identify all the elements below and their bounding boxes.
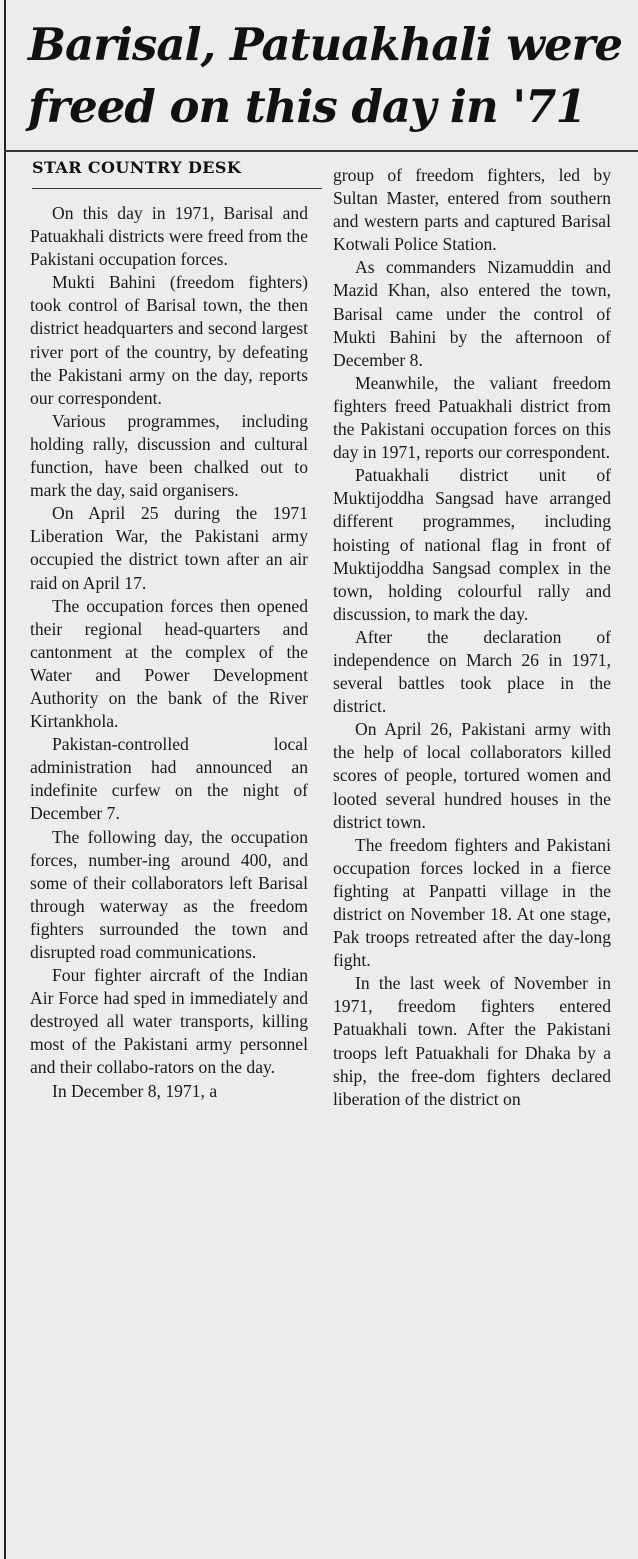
- paragraph-continued: group of freedom fighters, led by Sultan Master, entered from southern and western parts and captured Barisal Kotwali Police Station.: [333, 165, 611, 255]
- paragraph: Mukti Bahini (freedom fighters) took control of Barisal town, the then district headquarters and second largest river port of the country, by defeating the Pakistani army on the day, reports our correspondent.: [30, 272, 308, 408]
- left-border-rule: [4, 0, 6, 1559]
- headline: [28, 14, 628, 138]
- paragraph: The occupation forces then opened their regional head-quarters and cantonment at the complex of the Water and Power Development Authority on the bank of the River Kirtankhola.: [30, 595, 308, 732]
- headline-line-1: Barisal, Patuakhali were: [28, 18, 622, 71]
- paragraph: Meanwhile, the valiant freedom fighters freed Patuakhali district from the Pakistani occupation forces on this day in 1971, reports our correspondent.: [333, 372, 611, 463]
- paragraph: The freedom fighters and Pakistani occupation forces locked in a fierce fighting at Panpatti village in the district on November 18. At one stage, Pak troops retreated after the day-long fight.: [333, 834, 611, 971]
- paragraph: In December 8, 1971, a: [52, 1080, 218, 1101]
- paragraph: As commanders Nizamuddin and Mazid Khan, also entered the town, Barisal came under the control of Mukti Bahini by the afternoon of December 8.: [333, 257, 611, 370]
- byline: STAR COUNTRY DESK: [32, 158, 242, 177]
- paragraph: Pakistan-controlled local administration had announced an indefinite curfew on the night of December 7.: [30, 734, 308, 824]
- paragraph: After the declaration of independence on March 26 in 1971, several battles took place in the district.: [333, 626, 611, 717]
- headline-rule: [4, 150, 638, 152]
- headline-line-2: freed on this day in '71: [28, 80, 586, 133]
- paragraph: Various programmes, including holding rally, discussion and cultural function, have been chalked out to mark the day, said organisers.: [30, 410, 308, 501]
- article-column-left: [30, 202, 308, 1103]
- paragraph: Four fighter aircraft of the Indian Air Force had sped in immediately and destroyed all water transports, killing most of the Pakistani army personnel and their collabo-rators on the day.: [30, 965, 308, 1078]
- paragraph: In the last week of November in 1971, freedom fighters entered Patuakhali town. After the Pakistani troops left Patuakhali for Dhaka by a ship, the free-dom fighters declared liberation of the district on: [333, 973, 611, 1109]
- paragraph: On April 26, Pakistani army with the help of local collaborators killed scores of people, tortured women and looted several hundred houses in the district town.: [333, 719, 611, 832]
- paragraph: The following day, the occupation forces, number-ing around 400, and some of their collaborators left Barisal through waterway as the freedom fighters surrounded the town and disrupted road communications.: [30, 826, 308, 962]
- paragraph: On this day in 1971, Barisal and Patuakhali districts were freed from the Pakistani occupation forces.: [30, 203, 308, 270]
- byline-rule: [32, 188, 322, 189]
- paragraph: Patuakhali district unit of Muktijoddha Sangsad have arranged different programmes, including hoisting of national flag in front of Muktijoddha Sangsad complex in the town, holding colourful rally and discussion, to mark the day.: [333, 465, 611, 624]
- article-column-right: [333, 164, 611, 1111]
- paragraph: On April 25 during the 1971 Liberation War, the Pakistani army occupied the district town after an air raid on April 17.: [30, 503, 308, 593]
